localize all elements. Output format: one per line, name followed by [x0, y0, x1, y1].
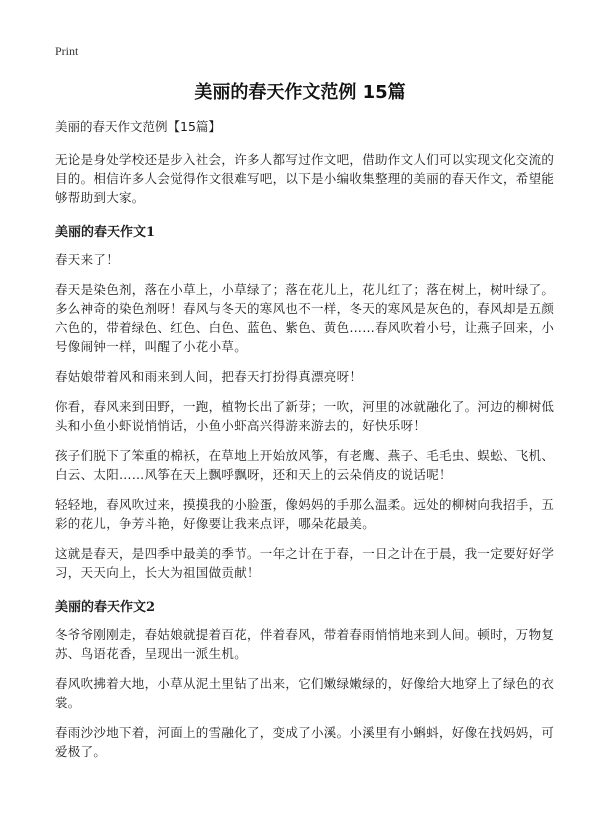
paragraph: 春雨沙沙地下着，河面上的雪融化了，变成了小溪。小溪里有小蝌蚪，好像在找妈妈，可爱极了。 — [55, 725, 555, 759]
document-subtitle: 美丽的春天作文范例【15篇】 — [55, 119, 221, 134]
paragraph: 你看，春风来到田野，一跑，植物长出了新芽；一吹，河里的冰就融化了。河边的柳树低头和小鱼小虾说悄悄话，小鱼小虾高兴得游来游去的，好快乐呀！ — [55, 399, 555, 433]
intro-paragraph: 无论是身处学校还是步入社会，许多人都写过作文吧，借助作文人们可以实现文化交流的目的。相信许多人会觉得作文很难写吧，以下是小编收集整理的美丽的春天作文，希望能够帮助到大家。 — [55, 152, 555, 205]
paragraph: 春天是染色剂，落在小草上，小草绿了；落在花儿上，花儿红了；落在树上，树叶绿了。多么神奇的染色剂呀！春风与冬天的寒风也不一样，冬天的寒风是灰色的，春风却是五颜六色的，带着绿色、红色、白色、蓝色、紫色、黄色……春风吹着小号，让燕子回来，小号像闹钟一样，叫醒了小花小草。 — [55, 282, 555, 354]
paragraph: 轻轻地，春风吹过来，摸摸我的小脸蛋，像妈妈的手那么温柔。远处的柳树向我招手，五彩的花儿，争芳斗艳，好像要让我来点评，哪朵花最美。 — [55, 497, 555, 531]
paragraph: 春天来了！ — [55, 252, 120, 267]
paragraph: 孩子们脱下了笨重的棉袄，在草地上开始放风筝，有老鹰、燕子、毛毛虫、蜈蚣、飞机、白云、太阳……风筝在天上飘呼飘呀，还和天上的云朵俏皮的说话呢！ — [55, 448, 555, 482]
paragraph: 春风吹拂着大地，小草从泥土里钻了出来，它们嫩绿嫩绿的，好像给大地穿上了绿色的衣裳。 — [55, 676, 555, 710]
paragraph: 冬爷爷刚刚走，春姑娘就提着百花，伴着春风，带着春雨悄悄地来到人间。顿时，万物复苏、鸟语花香，呈现出一派生机。 — [55, 627, 555, 661]
paragraph: 这就是春天，是四季中最美的季节。一年之计在于春，一日之计在于晨，我一定要好好学习，天天向上，长大为祖国做贡献！ — [55, 546, 555, 580]
print-label: Print — [55, 44, 79, 58]
document-title: 美丽的春天作文范例 15篇 — [194, 82, 406, 103]
section-heading-2: 美丽的春天作文2 — [55, 600, 156, 615]
document-body — [55, 118, 555, 772]
paragraph: 春姑娘带着风和雨来到人间，把春天打扮得真漂亮呀！ — [55, 369, 363, 384]
section-heading-1: 美丽的春天作文1 — [55, 225, 156, 240]
